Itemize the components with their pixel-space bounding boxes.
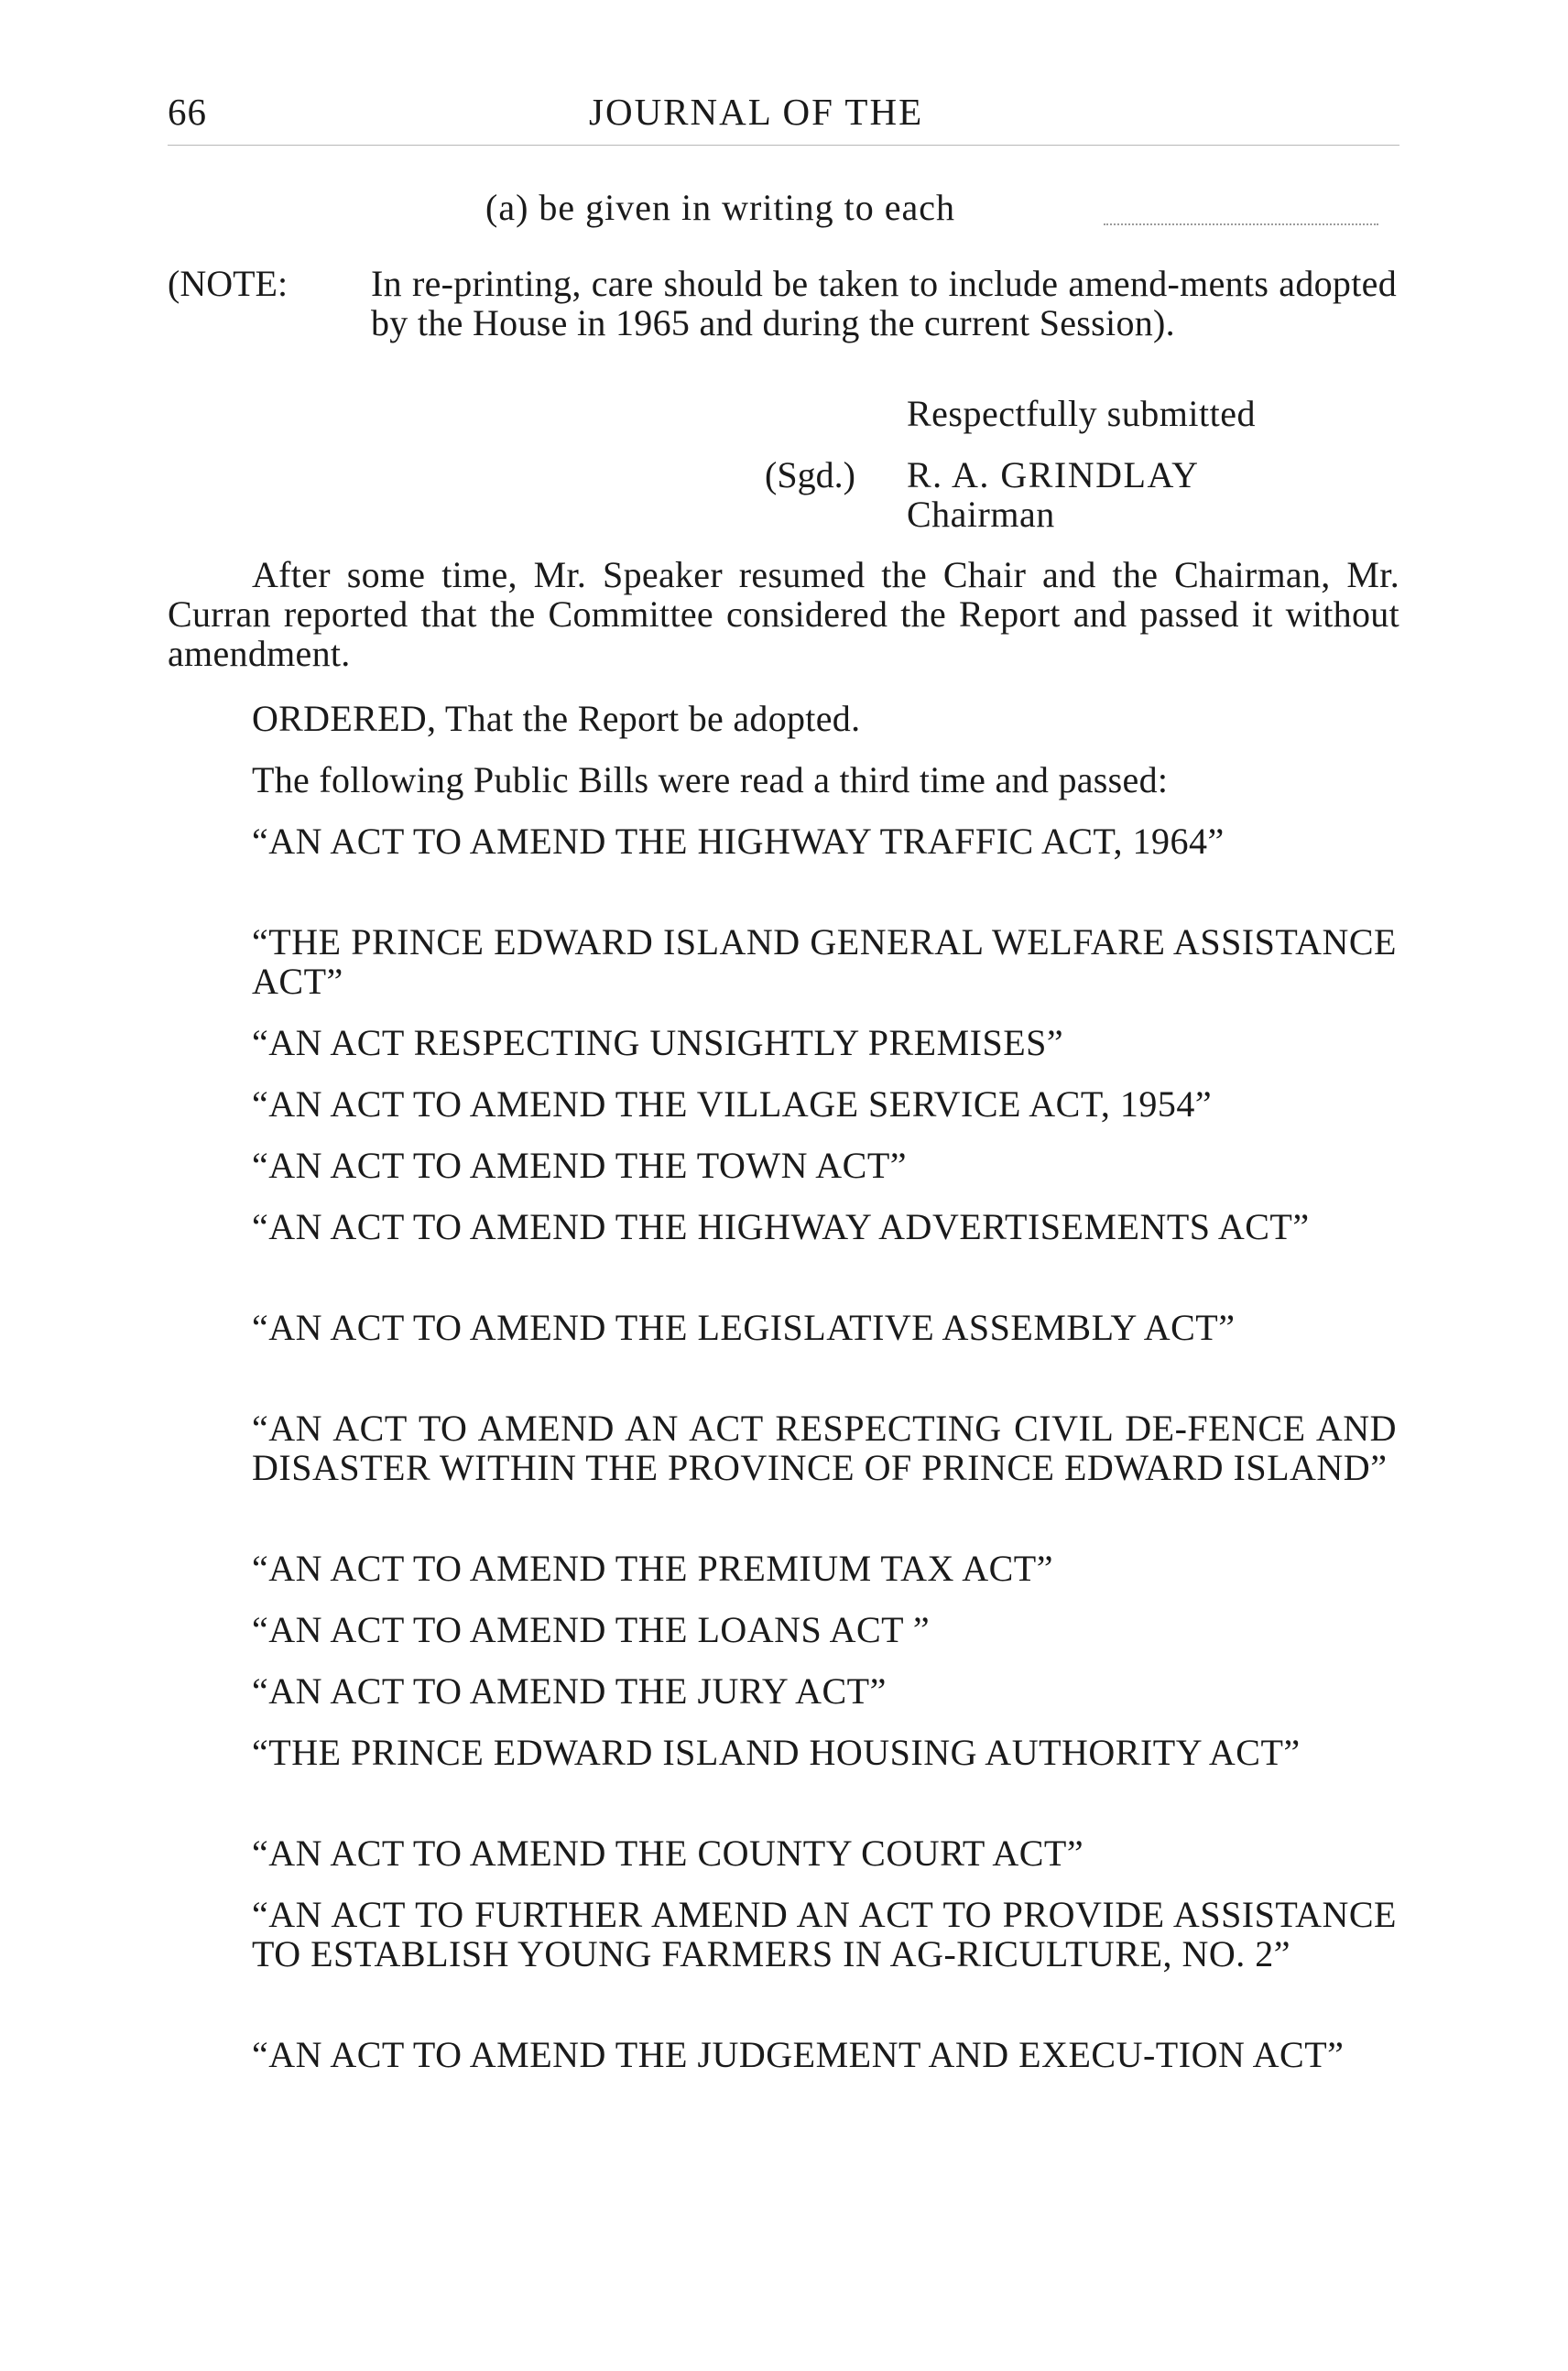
bill-item: “AN ACT TO AMEND THE COUNTY COURT ACT” [252, 1833, 1084, 1874]
bill-item: “AN ACT TO AMEND THE JUDGEMENT AND EXECU-TION ACT” [252, 2034, 1345, 2075]
bill-item: “AN ACT TO AMEND THE TOWN ACT” [252, 1145, 908, 1186]
signature-title: Chairman [907, 494, 1055, 535]
bill-item: “AN ACT TO AMEND THE VILLAGE SERVICE ACT, 1954” [252, 1083, 1213, 1125]
bill-item: “THE PRINCE EDWARD ISLAND HOUSING AUTHORITY ACT” [252, 1732, 1301, 1773]
bill-item: “AN ACT TO AMEND THE HIGHWAY ADVERTISEMENTS ACT” [252, 1206, 1310, 1247]
bill-item: “AN ACT TO FURTHER AMEND AN ACT TO PROVIDE ASSISTANCE TO ESTABLISH YOUNG FARMERS IN AG-RICULTURE, NO. 2” [252, 1894, 1397, 1974]
signature-name: R. A. GRINDLAY [907, 454, 1200, 495]
bill-item: “AN ACT TO AMEND THE PREMIUM TAX ACT” [252, 1548, 1053, 1589]
signature-closing: Respectfully submitted [907, 393, 1256, 434]
bill-item: “THE PRINCE EDWARD ISLAND GENERAL WELFARE ASSISTANCE ACT” [252, 921, 1397, 1002]
bill-item: “AN ACT TO AMEND THE JURY ACT” [252, 1670, 887, 1712]
page-header [168, 90, 1399, 146]
fragment-line: (a) be given in writing to each [485, 187, 956, 228]
page-number: 66 [168, 91, 207, 133]
note-body: In re-printing, care should be taken to include amend-ments adopted by the House in 1965 and during the current Session). [371, 263, 1397, 343]
bill-item: “AN ACT RESPECTING UNSIGHTLY PREMISES” [252, 1022, 1064, 1063]
running-head: JOURNAL OF THE [589, 91, 924, 133]
note-label: (NOTE: [168, 263, 289, 304]
bill-item: “AN ACT TO AMEND AN ACT RESPECTING CIVIL DE-FENCE AND DISASTER WITHIN THE PROVINCE OF PRINCE EDWARD ISLAND” [252, 1408, 1397, 1488]
bill-item: “AN ACT TO AMEND THE LEGISLATIVE ASSEMBLY ACT” [252, 1307, 1236, 1348]
report-paragraph: After some time, Mr. Speaker resumed the Chair and the Chairman, Mr. Curran reported that the Committee considered the Report and passed it without amendment. [168, 554, 1399, 674]
bill-item: “AN ACT TO AMEND THE HIGHWAY TRAFFIC ACT, 1964” [252, 821, 1225, 862]
bill-item: “AN ACT TO AMEND THE LOANS ACT ” [252, 1609, 931, 1650]
signature-sgd: (Sgd.) [765, 454, 855, 495]
bills-intro: The following Public Bills were read a third time and passed: [252, 759, 1169, 800]
dotted-leader [1104, 223, 1378, 225]
ordered-line: ORDERED, That the Report be adopted. [252, 698, 861, 739]
